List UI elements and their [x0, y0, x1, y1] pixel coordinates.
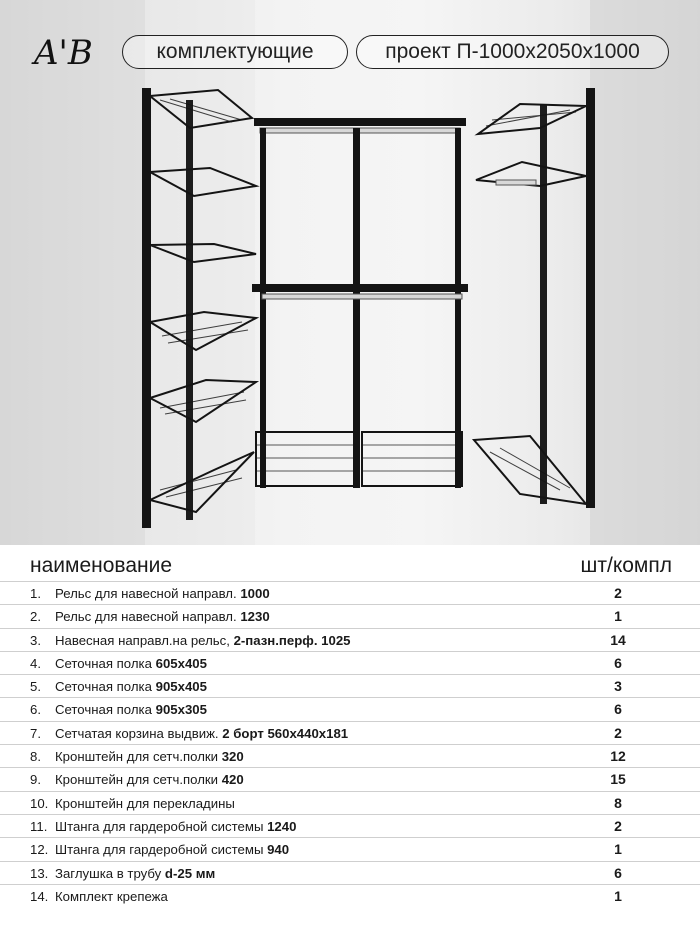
table-row: [0, 674, 700, 697]
item-spec-text: d-25 мм: [164, 865, 216, 881]
table-row: [0, 884, 700, 907]
item-name-text: Комплект крепежа: [55, 888, 168, 904]
row-quantity: 6: [614, 701, 622, 718]
row-number: 9.: [30, 772, 41, 788]
table-row: [0, 697, 700, 720]
table-row: [0, 628, 700, 651]
row-item-name: [55, 792, 235, 815]
item-name-text: Навесная направл.на рельс,: [55, 632, 230, 648]
table-header: [30, 553, 670, 579]
row-number: 7.: [30, 725, 41, 741]
row-number: 4.: [30, 655, 41, 671]
components-label: комплектующие: [122, 35, 348, 69]
item-name-text: Рельс для навесной направл.: [55, 586, 237, 601]
item-name-text: Штанга для гардеробной системы: [55, 818, 264, 834]
item-name-text: Рельс для навесной направл.: [55, 609, 237, 625]
row-number: 14.: [30, 888, 49, 904]
row-number: 6.: [30, 702, 41, 718]
table-row: [0, 837, 700, 860]
item-name-text: Сеточная полка: [55, 679, 152, 695]
item-spec-text: 2 борт 560х440х181: [222, 725, 349, 741]
row-quantity: 2: [614, 724, 622, 741]
item-spec-text: 2-пазн.перф. 1025: [233, 632, 351, 648]
table-row: [0, 791, 700, 814]
components-table: [0, 581, 700, 907]
column-name-header: наименование: [30, 554, 173, 577]
brand-logo: A'B: [34, 33, 93, 73]
row-quantity: 1: [614, 608, 622, 625]
item-spec-text: 605х405: [155, 655, 207, 671]
row-quantity: 2: [614, 585, 622, 601]
item-spec-text: 1000: [240, 586, 270, 601]
row-item-name: [55, 722, 348, 745]
row-quantity: 14: [610, 631, 626, 648]
item-name-text: Сетчатая корзина выдвиж.: [55, 725, 219, 741]
row-number: 8.: [30, 749, 41, 765]
row-number: 3.: [30, 632, 41, 648]
column-qty-header: шт/компл: [580, 554, 672, 577]
item-spec-text: 905х305: [155, 702, 207, 718]
table-row: [0, 651, 700, 674]
item-name-text: Заглушка в трубу: [55, 865, 162, 881]
project-label: проект П-1000х2050х1000: [356, 35, 669, 69]
row-item-name: [55, 838, 289, 861]
row-item-name: [55, 815, 296, 838]
row-quantity: 6: [614, 864, 622, 881]
item-spec-text: 905х405: [155, 679, 207, 695]
row-number: 1.: [30, 586, 41, 601]
item-spec-text: 1240: [267, 818, 297, 834]
item-spec-text: 1230: [240, 609, 270, 625]
table-row: [0, 581, 700, 604]
row-number: 2.: [30, 609, 41, 625]
table-row: [0, 604, 700, 627]
row-item-name: [55, 745, 244, 768]
row-number: 10.: [30, 795, 49, 811]
row-number: 12.: [30, 842, 49, 858]
table-row: [0, 814, 700, 837]
table-row: [0, 767, 700, 790]
row-item-name: [55, 768, 244, 791]
row-item-name: [55, 885, 168, 908]
item-spec-text: 420: [221, 772, 244, 788]
row-number: 13.: [30, 865, 49, 881]
row-item-name: [55, 862, 215, 885]
item-name-text: Штанга для гардеробной системы: [55, 842, 264, 858]
row-quantity: 12: [610, 748, 626, 765]
row-quantity: 1: [614, 887, 622, 904]
row-quantity: 3: [614, 678, 622, 695]
table-row: [0, 721, 700, 744]
row-item-name: [55, 675, 207, 698]
row-quantity: 8: [614, 794, 622, 811]
item-name-text: Кронштейн для перекладины: [55, 795, 235, 811]
table-row: [0, 744, 700, 767]
item-name-text: Сеточная полка: [55, 702, 152, 718]
row-quantity: 2: [614, 817, 622, 834]
row-quantity: 15: [610, 771, 626, 788]
row-quantity: 1: [614, 841, 622, 858]
item-spec-text: 940: [267, 842, 290, 858]
table-row: [0, 861, 700, 884]
row-number: 5.: [30, 679, 41, 695]
item-name-text: Сеточная полка: [55, 655, 152, 671]
row-item-name: [55, 582, 270, 605]
item-name-text: Кронштейн для сетч.полки: [55, 772, 219, 788]
item-name-text: Кронштейн для сетч.полки: [55, 749, 219, 765]
row-quantity: 6: [614, 654, 622, 671]
item-spec-text: 320: [221, 749, 244, 765]
row-item-name: [55, 629, 351, 652]
row-item-name: [55, 652, 207, 675]
row-number: 11.: [30, 818, 48, 834]
row-item-name: [55, 698, 207, 721]
row-item-name: [55, 605, 270, 628]
